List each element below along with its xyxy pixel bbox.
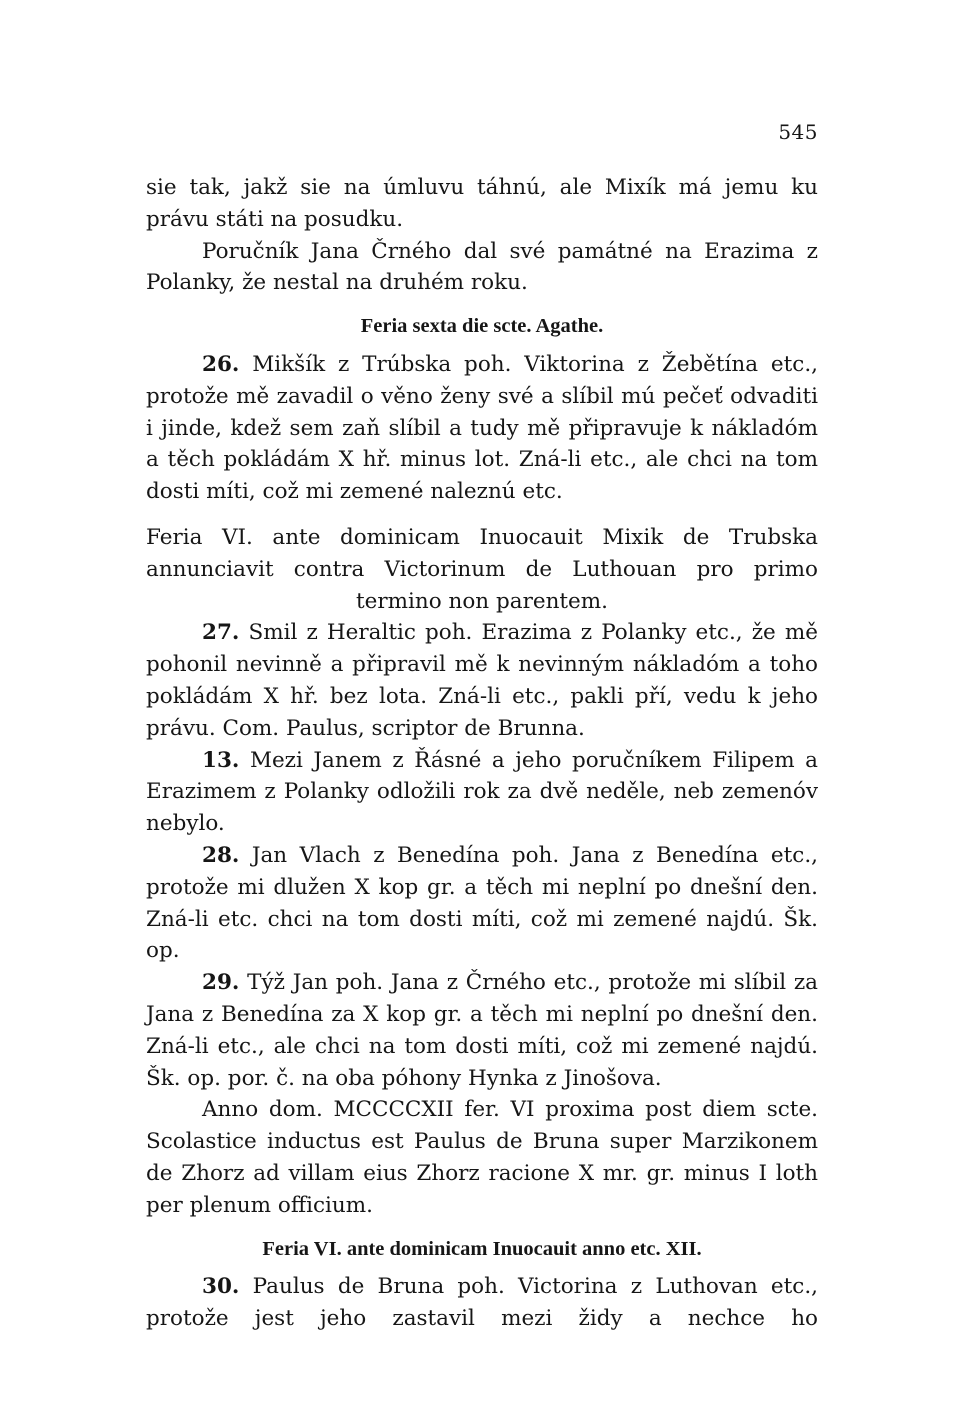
entry-text: Paulus de Bruna poh. Victorina z Luthovan etc., protože jest jeho zastavil mezi židy a nechce ho (146, 1274, 818, 1332)
entry-text: Mezi Janem z Řásné a jeho poručníkem Filipem a Erazimem z Polanky odložili rok za dvě neděle, neb zemenóv nebylo. (146, 747, 818, 837)
entry-number: 27. (202, 620, 240, 646)
section-heading-inuocauit: Feria VI. ante dominicam Inuocauit anno etc. XII. (262, 1237, 702, 1260)
paragraph-feria-vi: Feria VI. ante dominicam Inuocauit Mixik de Trubska annunciavit contra Victorinum de Luthouan pro primo (146, 524, 818, 582)
entry-28 (146, 840, 818, 967)
entry-number: 13. (202, 747, 240, 773)
paragraph-porucnik: Poručník Jana Črného dal své památné na Erazima z Polanky, že nestal na druhém roku. (146, 238, 818, 296)
entry-30 (146, 1271, 818, 1335)
paragraph-closing-previous: sie tak, jakž sie na úmluvu táhnú, ale Mixík má jemu ku právu státi na posudku. (146, 175, 818, 232)
entry-number: 26. (202, 351, 240, 377)
entry-number: 30. (202, 1274, 240, 1300)
entry-number: 29. (202, 970, 240, 996)
entry-text: Týž Jan poh. Jana z Črného etc., protože mi slíbil za Jana z Benedína za X kop gr. a těch mi neplní po dnešní den. Zná-li etc., ale chci na tom dosti míti, což mi zemené najdú. Šk. op. por. č. na oba póhony Hynka z Jinošova. (146, 970, 818, 1091)
page-number: 545 (778, 120, 818, 144)
entry-text: Jan Vlach z Benedína poh. Jana z Benedína etc., protože mi dlužen X kop gr. a těch mi neplní po dnešní den. Zná-li etc. chci na tom dosti míti, což mi zemené najdú. Šk. op. (146, 842, 818, 964)
paragraph-feria-vi-end: termino non parentem. (355, 588, 609, 614)
entry-26 (146, 349, 818, 508)
entry-number: 28. (202, 842, 240, 868)
page-body (146, 172, 818, 1335)
entry-27 (146, 617, 818, 744)
entry-29 (146, 967, 818, 1094)
entry-text: Mikšík z Trúbska poh. Viktorina z Žebětína etc., protože mě zavadil o věno ženy své a slíbil mú pečeť odvaditi i jinde, kdež sem zaň slíbil a tudy mě připravuje k nákladóm a těch pokládám X hř. minus lot. Zná-li etc., ale chci na tom dosti míti, což mi zemené naleznú etc. (146, 351, 818, 505)
entry-13 (146, 745, 818, 840)
section-heading-agathe: Feria sexta die scte. Agathe. (360, 315, 604, 338)
paragraph-anno: Anno dom. MCCCCXII fer. VI proxima post diem scte. Scolastice inductus est Paulus de Bruna super Marzikonem de Zhorz ad villam eius Zhorz racione X mr. gr. minus I loth per plenum officium. (146, 1097, 818, 1218)
entry-text: Smil z Heraltic poh. Erazima z Polanky etc., že mě pohonil nevinně a připravil mě k nevinným nákladóm a toho pokládám X hř. bez lota. Zná-li etc., pakli pří, vedu k jeho právu. Com. Paulus, scriptor de Brunna. (146, 620, 818, 741)
